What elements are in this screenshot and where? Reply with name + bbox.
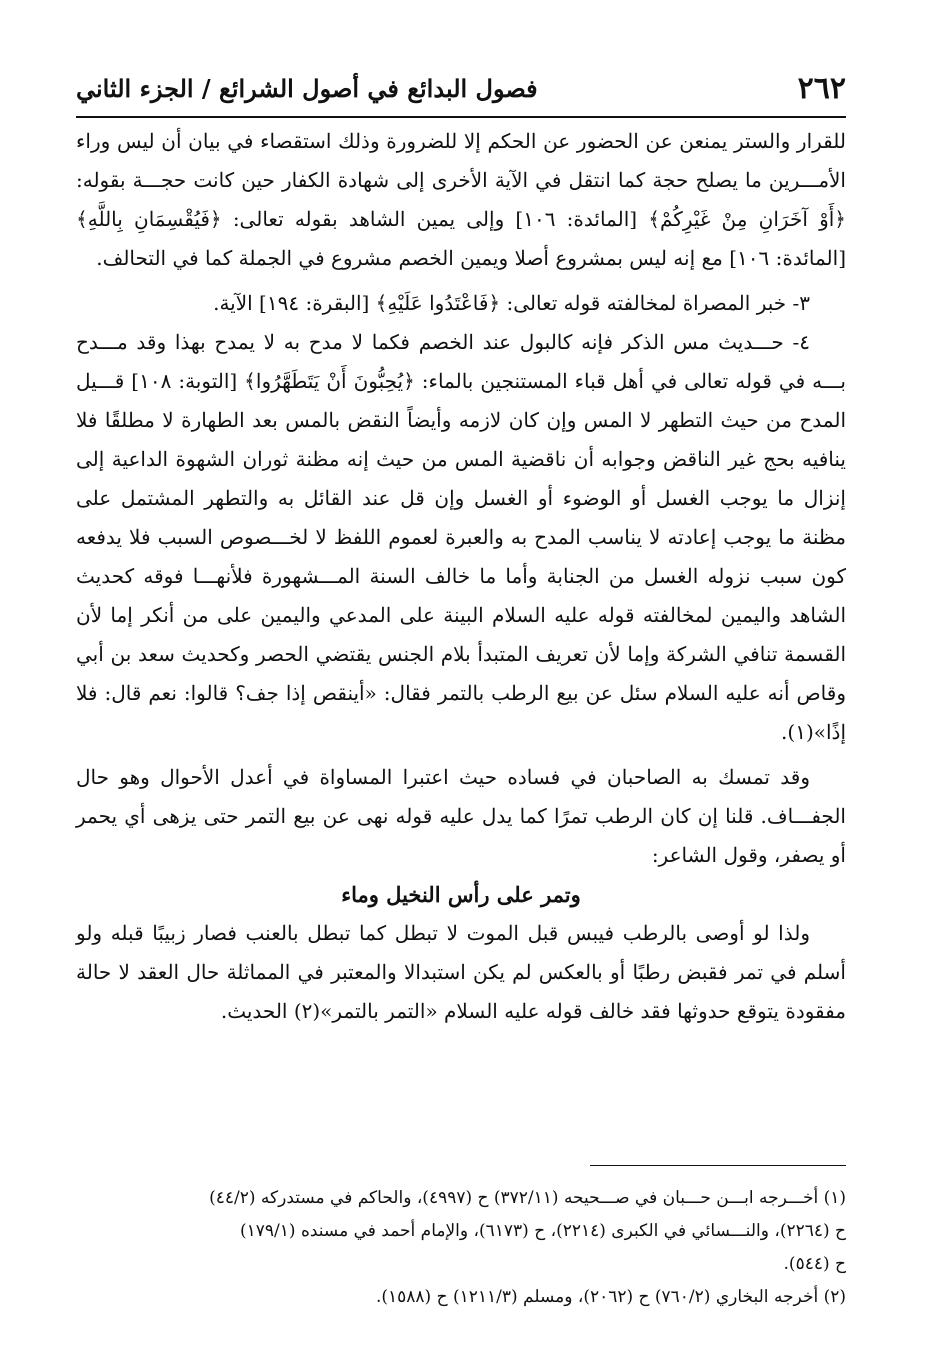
page-header: [76, 62, 846, 114]
main-text: [76, 122, 846, 1031]
page-number: ٢٦٢: [797, 70, 846, 106]
header-rule: [76, 116, 846, 118]
paragraph: ولذا لو أوصى بالرطب فيبس قبل الموت لا تبطل كما تبطل بالعنب فصار زبيبًا قبله ولو أسلم في تمر فقبض رطبًا أو بالعكس لم يكن استبدالا والمعتبر في المماثلة حال العقد لا حالة مفقودة يتوقع حدوثها فقد خالف قوله عليه السلام «التمر بالتمر»(٢) الحديث.: [76, 921, 846, 1023]
footnote-rule: [590, 1165, 846, 1166]
footnotes: [76, 1182, 846, 1314]
paragraph: للقرار والستر يمنعن عن الحضور عن الحكم إلا للضرورة وذلك استقصاء في بيان أن ليس وراء الأمـــرين ما يصلح حجة كما انتقل في الآية الأخرى إلى شهادة الكفار حين كانت حجـــة بقوله: ﴿أَوْ آخَرَانِ مِنْ غَيْرِكُمْ﴾ [المائدة: ١٠٦] وإلى يمين الشاهد بقوله تعالى: ﴿فَيُقْسِمَانِ بِاللَّهِ﴾ [المائدة: ١٠٦] مع إنه ليس بمشروع أصلا ويمين الخصم مشروع في الجملة كما في التحالف.: [76, 129, 846, 270]
paragraph: ٣- خبر المصراة لمخالفته قوله تعالى: ﴿فَاعْتَدُوا عَلَيْهِ﴾ [البقرة: ١٩٤] الآية.: [213, 291, 810, 315]
paragraph: وقد تمسك به الصاحبان في فساده حيث اعتبرا المساواة في أعدل الأحوال وهو حال الجفـــاف. قلنا إن كان الرطب تمرًا كما يدل عليه قوله نهى عن بيع التمر حتى يزهى أي يحمر أو يصفر، وقول الشاعر:: [76, 765, 846, 867]
footnote-2: (٢) أخرجه البخاري (٧٦٠/٢) ح (٢٠٦٢)، ومسلم (١٢١١/٣) ح (١٥٨٨).: [375, 1287, 846, 1307]
running-title: فصول البدائع في أصول الشرائع / الجزء الثاني: [76, 73, 538, 103]
verse-line: وتمر على رأس النخيل وماء: [341, 882, 581, 907]
footnote-1-line: ح (٥٤٤).: [783, 1254, 846, 1274]
paragraph: ٤- حـــديث مس الذكر فإنه كالبول عند الخصم فكما لا مدح به لا يمدح بهذا وقد مـــدح بـــه في قوله تعالى في أهل قباء المستنجين بالماء: ﴿يُحِبُّونَ أَنْ يَتَطَهَّرُوا﴾ [التوبة: ١٠٨] قـــيل المدح من حيث التطهر لا المس وإن كان لازمه وأيضاً النقض بالمس بعد الطهارة لا مطلقًا فلا ينافيه بحج غير الناقض وجوابه أن ناقضية المس من حيث إنه مظنة ثوران الشهوة الداعية إلى إنزال ما يوجب الغسل أو الوضوء أو الغسل وإن قل عند القائل به والتطهر المشتمل على مظنة ما يوجب إعادته لا يناسب المدح به والعبرة لعموم اللفظ لا لخـــصوص السبب فلا يدفعه كون سبب نزوله الغسل من الجنابة وأما ما خالف السنة المـــشهورة فلأنهـــا فوقه كحديث الشاهد واليمين لمخالفته قوله عليه السلام البينة على المدعي واليمين على من أنكر إما لأن القسمة تنافي الشركة وإما لأن تعريف المتبدأ بلام الجنس يقتضي الحصر وكحديث سعد بن أبي وقاص أنه عليه السلام سئل عن بيع الرطب بالتمر فقال: «أينقص إذا جف؟ قالوا: نعم قال: فلا إذًا»(١).: [76, 330, 847, 744]
footnote-1-line: (١) أخـــرجه ابـــن حـــبان في صـــحيحه (٣٧٢/١١) ح (٤٩٩٧)، والحاكم في مستدركه (٤٤/٢): [209, 1188, 846, 1208]
footnote-1-line: ح (٢٢٦٤)، والنـــسائي في الكبرى (٢٢١٤)، ح (٦١٧٣)، والإمام أحمد في مسنده (١٧٩/١): [240, 1221, 846, 1241]
